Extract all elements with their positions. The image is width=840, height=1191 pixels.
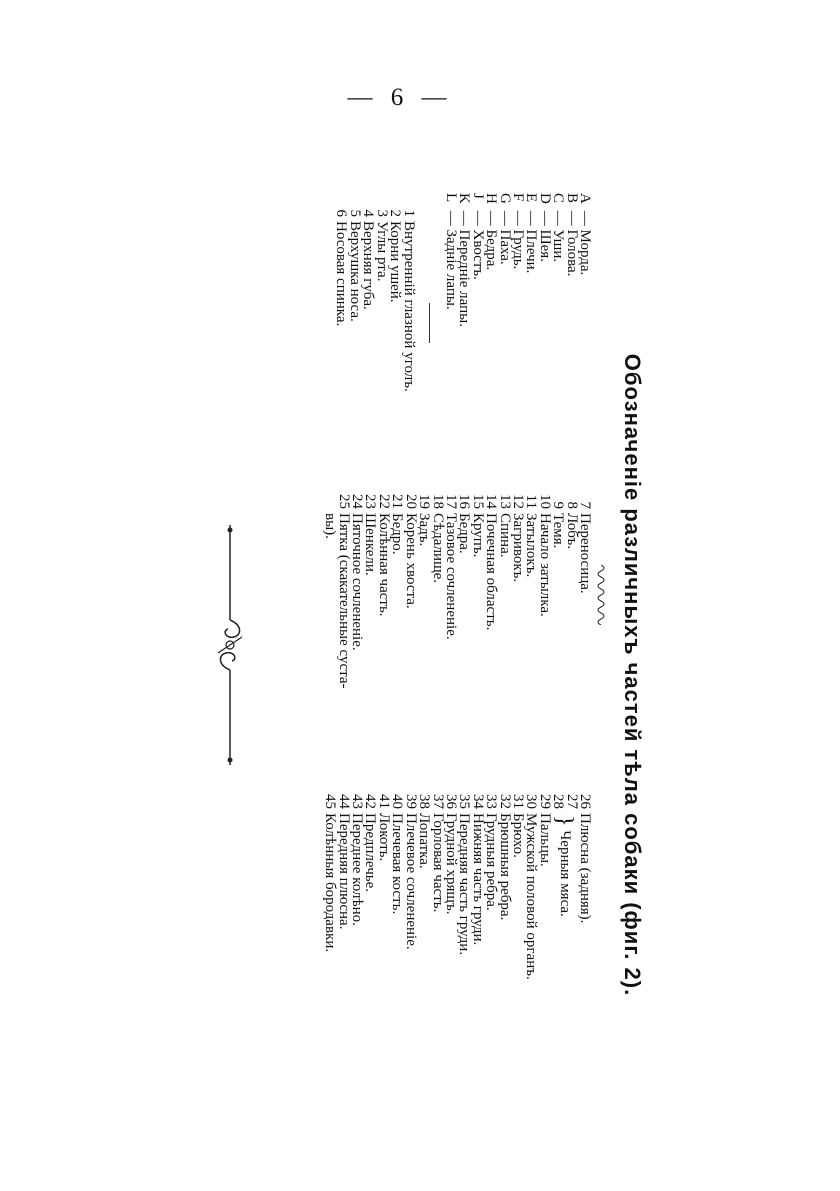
item-number: 1 [400,209,417,217]
item-label: Колѣнная часть. [375,513,392,617]
list-item [563,485,580,775]
list-item [387,193,404,443]
item-label: Брюхо. [509,813,526,858]
legend-item [563,193,580,443]
item-number: 35 [456,794,473,809]
item-label: Пальцы. [536,813,553,867]
list-item [469,485,486,775]
list-item [456,785,473,1165]
list-item [523,785,540,1165]
item-label: Углы рта. [373,221,390,282]
item-number: 16 [456,494,473,509]
item-number: 14 [483,494,500,509]
list-item [389,485,406,775]
legend-item [469,193,486,443]
legend-letter: L [442,193,459,203]
legend-label: — Плечи. [523,210,540,274]
item-number: 18 [429,494,446,509]
legend-label: — Задніе лапы. [442,210,459,310]
list-item [377,485,390,775]
item-label: Шенкели. [362,513,379,576]
item-label: Брюшныя ребра. [496,813,513,921]
legend-item [578,193,591,443]
item-label: Нижняя часть груди. [469,813,486,946]
legend-letter: G [496,193,513,204]
legend-item [536,193,553,443]
item-label: Лопатка. [416,813,433,869]
item-label: Тазовое сочлененіе. [442,513,459,640]
legend-letter: E [523,193,540,203]
list-item [402,785,419,1165]
list-item [523,485,540,775]
item-label: Плечевое сочлененіе. [402,813,419,950]
divider [429,303,430,343]
item-number: 26 [577,794,593,809]
letter-legend [444,193,591,443]
list-item [429,485,446,775]
brace-numbers [551,785,578,813]
legend-item [496,193,513,443]
item-number: 45 [322,794,339,809]
item-number: 30 [523,794,540,809]
brace-icon: } [551,815,578,827]
item-number: 22 [375,494,392,509]
list-item [416,485,433,775]
legend-label: — Грудь. [509,210,526,270]
item-label: Плюсна (задняя). [577,813,593,924]
item-label: Загривокъ. [509,513,526,583]
list-item [578,485,591,775]
item-label: Темя. [550,513,567,549]
item-label: Начало затылка. [536,513,553,617]
item-number: 27 [563,794,580,809]
item-number: 11 [523,494,540,509]
legend-item [511,193,524,443]
item-label: Переносица. [577,513,593,594]
list-item [377,785,390,1165]
list-item [322,785,339,1165]
list-item [400,193,417,443]
page-number: — 6 — [347,84,453,111]
item-number: 28 [550,794,567,809]
list-item [578,785,591,1165]
item-label: Почечная область. [483,513,500,631]
item-number: 43 [349,794,366,809]
item-label: Сѣдалище. [429,513,446,584]
list-item [444,485,457,775]
item-label: Внутренній глазной уголъ. [400,221,417,392]
item-label: Спина. [496,513,513,558]
number-list-3 [323,785,551,1165]
legend-letter: D [536,193,553,204]
column-middle [323,485,591,775]
item-label: Крупъ. [469,513,486,558]
legend-letter: C [550,193,567,204]
legend-label: — Бедра. [483,210,500,271]
item-number: 19 [416,494,433,509]
item-number: 31 [509,794,526,809]
list-item [349,485,366,775]
list-item [511,785,524,1165]
item-label: Передняя плюсна. [335,813,352,930]
item-label: Предплечье. [362,813,379,893]
item-label: Верхняя губа. [360,221,377,310]
item-label: Пяточное сочлененіе. [349,513,366,651]
item-number: 7 [577,501,593,509]
list-item [496,485,513,775]
legend-letter: A [577,193,593,204]
item-label: Носовая спинка. [333,221,350,327]
item-number: 10 [536,494,553,509]
item-number: 8 [563,501,580,509]
item-number: 12 [509,494,526,509]
item-number: 36 [442,794,459,809]
ornament-icon [210,525,250,765]
list-item [360,193,377,443]
item-label: Бедра. [456,513,473,554]
item-number: 17 [442,494,459,509]
list-item [429,785,446,1165]
list-item [456,485,473,775]
legend-label: — Шея. [536,210,553,262]
list-item [362,485,379,775]
legend-letter: J [469,193,486,199]
item-label: Грудной хрящъ. [442,813,459,915]
list-item [322,485,339,775]
legend-letter: F [509,193,526,202]
legend-label: — Хвостъ. [469,210,486,280]
item-label: Корень хвоста. [402,513,419,609]
list-item [335,785,352,1165]
legend-letter: H [483,193,500,204]
item-number: 40 [389,794,406,809]
item-label: Лобъ. [563,513,580,550]
page-title: Обозначеніе различныхъ частей тѣла собаки (фиг. 2). [620,353,645,997]
number-list-2 [323,485,591,775]
list-item [416,785,433,1165]
list-item [483,785,500,1165]
item-label: Горловая часть. [429,813,446,913]
number-list-1 [333,193,417,443]
list-item [349,785,366,1165]
legend-item [456,193,473,443]
legend-letter: B [563,193,580,204]
list-item [348,193,361,443]
item-label: Бедро. [389,513,406,555]
item-number: 24 [349,494,366,509]
item-number: 2 [387,209,404,217]
rotated-content [205,185,645,1165]
list-item [550,485,567,775]
item-number: 34 [469,794,486,809]
list-item [333,193,350,443]
item-number: 20 [402,494,419,509]
item-label: вы). [322,513,339,539]
item-number: 29 [536,794,553,809]
legend-label: — Уши. [550,210,567,263]
legend-item [444,193,457,443]
item-number: 41 [375,794,392,809]
item-label: Локоть. [375,813,392,862]
item-number: 25 [335,494,352,509]
item-number: 4 [360,209,377,217]
item-label: Мужской половой органъ. [523,813,540,980]
list-item [335,485,352,775]
list-item [536,785,553,1165]
item-number: 44 [335,794,352,809]
legend-label: — Паха. [496,210,513,265]
column-right [323,785,591,1165]
item-number: 9 [550,501,567,509]
list-item [373,193,390,443]
item-number: 33 [483,794,500,809]
item-number: 32 [496,794,513,809]
list-item [402,485,419,775]
list-item [511,485,524,775]
column-left [334,193,591,443]
list-item [389,785,406,1165]
item-number: 42 [362,794,379,809]
item-number: 3 [373,209,390,217]
item-label: Колѣнныя бородавки. [322,813,339,953]
wavy-rule [595,565,607,625]
item-label: Верхушка носа. [346,221,363,322]
list-item [536,485,553,775]
legend-item [483,193,500,443]
item-label: Задъ. [416,513,433,547]
item-number: 23 [362,494,379,509]
item-label: Корни ушей. [387,221,404,303]
legend-item [523,193,540,443]
list-item [496,785,513,1165]
item-number: 39 [402,794,419,809]
legend-label: — Передніе лапы. [456,210,473,327]
item-label: Плечевая кость. [389,813,406,915]
item-label: Затылокъ. [523,513,540,578]
list-item [362,785,379,1165]
item-label: Переднее колѣно. [349,813,366,926]
item-number: 13 [496,494,513,509]
item-label: Пятка (скакательные суста- [335,513,352,689]
item-number: 15 [469,494,486,509]
item-number: 21 [389,494,406,509]
item-number: 6 [333,209,350,217]
legend-label: — Голова. [563,210,580,277]
legend-label: — Морда. [577,210,593,276]
list-item [483,485,500,775]
list-item [469,785,486,1165]
item-label: Передняя часть груди. [456,813,473,956]
item-label: Черныя мяса. [556,830,573,917]
item-number: 5 [346,209,363,217]
legend-item [550,193,567,443]
item-number: 38 [416,794,433,809]
item-number: 37 [429,794,446,809]
list-item [444,785,457,1165]
brace-group [551,785,578,1165]
item-label: Грудныя ребра. [483,813,500,911]
legend-letter: K [456,193,473,204]
